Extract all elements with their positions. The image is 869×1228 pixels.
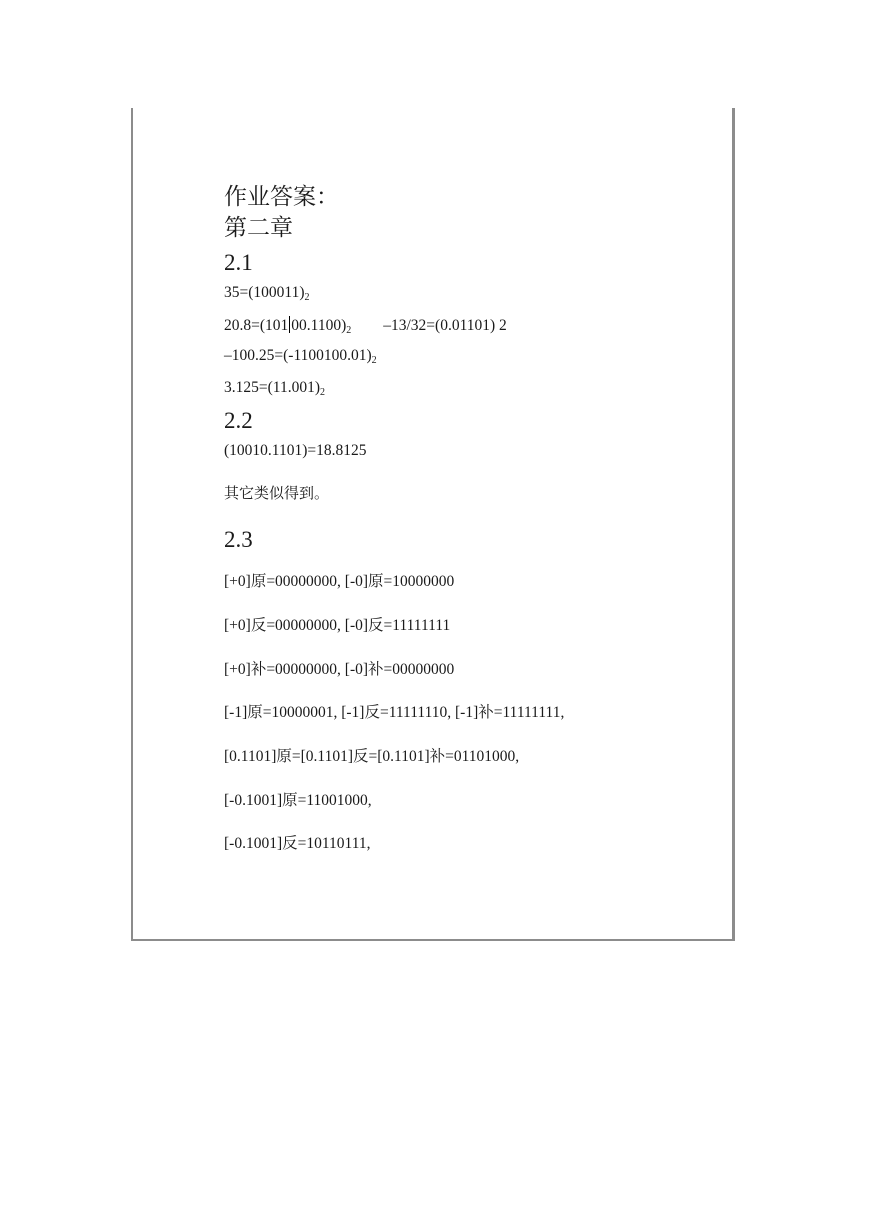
section-heading-2-3: 2.3 <box>224 527 253 552</box>
answer-line-2-3: [-0.1001]原=11001000, <box>224 792 372 809</box>
answer-text: –100.25=(-1100100.01) <box>224 347 372 364</box>
answer-line-2-3: [-0.1001]反=10110111, <box>224 835 371 852</box>
answer-line-2-2-b: 其它类似得到。 <box>224 484 330 502</box>
answer-line-2-1-c <box>224 348 377 366</box>
answer-line-2-3: [+0]反=00000000, [-0]反=11111111 <box>224 617 451 634</box>
answer-line-2-3: [0.1101]原=[0.1101]反=[0.1101]补=01101000, <box>224 748 520 765</box>
base-subscript: 2 <box>346 325 352 336</box>
answer-text: 20.8=(101 <box>224 317 289 334</box>
answer-text: 35=(100011) <box>224 284 305 301</box>
answer-line-2-2-a: (10010.1101)=18.8125 <box>224 442 367 459</box>
answer-text: 3.125=(11.001) <box>224 379 320 396</box>
doc-title: 作业答案： <box>224 184 339 210</box>
answer-text: –13/32=(0.01101) 2 <box>383 317 507 334</box>
document-page-frame <box>131 108 735 941</box>
chapter-heading: 第二章 <box>224 215 293 241</box>
answer-line-2-3: [+0]原=00000000, [-0]原=10000000 <box>224 573 455 590</box>
answer-line-2-3: [-1]原=10000001, [-1]反=11111110, [-1]补=11111111, <box>224 704 565 721</box>
base-subscript: 2 <box>320 387 325 398</box>
base-subscript: 2 <box>304 292 310 303</box>
answer-line-2-1-a <box>224 285 310 303</box>
answer-line-2-3: [+0]补=00000000, [-0]补=00000000 <box>224 661 455 678</box>
section-heading-2-1: 2.1 <box>224 250 253 275</box>
answer-text: 00.1100) <box>291 317 347 334</box>
answer-line-2-1-b <box>224 316 507 336</box>
answer-line-2-1-d <box>224 380 325 398</box>
section-heading-2-2: 2.2 <box>224 408 253 433</box>
base-subscript: 2 <box>371 355 377 366</box>
